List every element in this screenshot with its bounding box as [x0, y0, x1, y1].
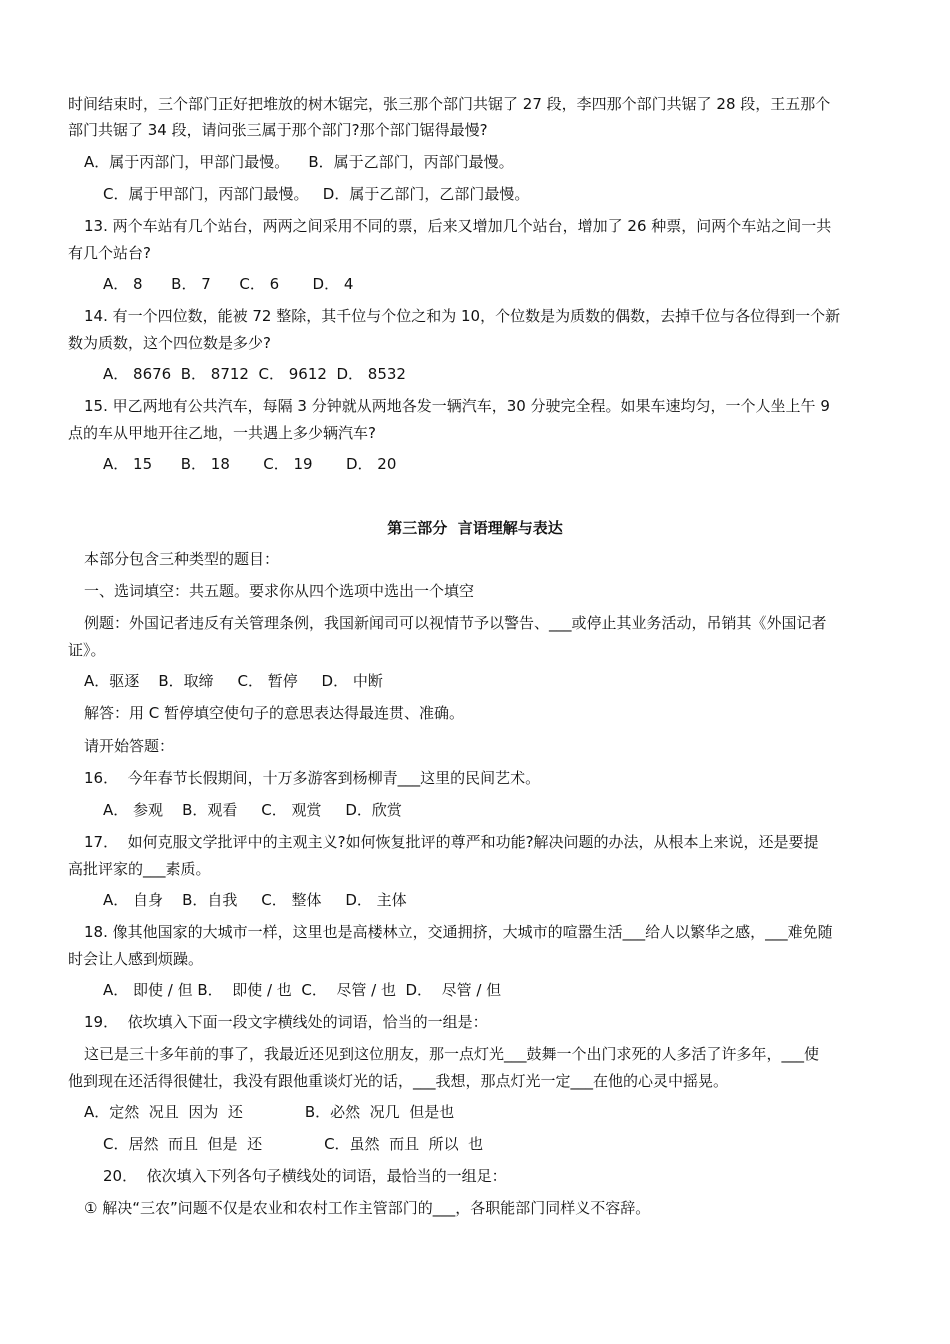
text-line: 一、选词填空：共五题。要求你从四个选项中选出一个填空	[84, 582, 475, 600]
text-line: 证》。	[68, 641, 106, 659]
option-line: A．驱逐 B．取缔 C． 暂停 D． 中断	[84, 672, 383, 690]
text-line: 部门共锯了 34 段，请问张三属于那个部门?那个部门锯得最慢?	[68, 121, 488, 139]
text-line: 点的车从甲地开往乙地，一共遇上多少辆汽车?	[68, 424, 376, 442]
example-line: 例题：外国记者违反有关管理条例，我国新闻司可以视情节予以警告、___或停止其业务活动，吊销其《外国记者	[84, 614, 827, 632]
option-line: A． 8 B． 7 C． 6 D． 4	[103, 275, 354, 293]
question-17: 17． 如何克服文学批评中的主观主义?如何恢复批评的尊严和功能?解决问题的办法，从根本上来说，还是要提	[84, 833, 819, 851]
text-line: ① 解决“三农”问题不仅是农业和农村工作主管部门的___，各职能部门同样义不容辞。	[84, 1199, 651, 1217]
option-line: A． 即使 / 但 B． 即使 / 也 C． 尽管 / 也 D． 尽管 / 但	[103, 981, 502, 999]
text-line: 本部分包含三种类型的题目：	[84, 550, 280, 568]
text-line: 高批评家的___素质。	[68, 860, 211, 878]
option-line: A．定然 况且 因为 还 B．必然 况几 但是也	[84, 1103, 455, 1121]
question-16: 16． 今年春节长假期间，十万多游客到杨柳青___这里的民间艺术。	[84, 769, 541, 787]
option-line: A． 8676 B． 8712 C． 9612 D． 8532	[103, 365, 406, 383]
text-line: 数为质数，这个四位数是多少?	[68, 334, 271, 352]
question-18: 18. 像其他国家的大城市一样，这里也是高楼林立，交通拥挤，大城市的喧嚣生活___给人以繁华之感，___难免随	[84, 923, 833, 941]
option-line: C．属于甲部门，丙部门最慢。 D．属于乙部门，乙部门最慢。	[103, 185, 530, 203]
text-line: 这已是三十多年前的事了，我最近还见到这位朋友，那一点灯光___鼓舞一个出门求死的人多活了许多年，___使	[84, 1045, 820, 1063]
question-14: 14. 有一个四位数，能被 72 整除，其千位与个位之和为 10，个位数是为质数的偶数，去掉千位与各位得到一个新	[84, 307, 841, 325]
question-19: 19． 依坎填入下面一段文字横线处的词语，恰当的一组是：	[84, 1013, 488, 1031]
question-13: 13. 两个车站有几个站台，两两之间采用不同的票，后来又增加几个站台，增加了 26 种票，问两个车站之间一共	[84, 217, 832, 235]
text-line: 时间结束时，三个部门正好把堆放的树木锯完，张三那个部门共锯了 27 段，李四那个部门共锯了 28 段，王五那个	[68, 95, 831, 113]
answer-line: 解答：用 C 暂停填空使句子的意思表达得最连贯、准确。	[84, 704, 465, 722]
question-20: 20． 依次填入下列各句子横线处的词语，最恰当的一组足：	[103, 1167, 507, 1185]
question-15: 15. 甲乙两地有公共汽车，每隔 3 分钟就从两地各发一辆汽车，30 分驶完全程。如果车速均匀，一个人坐上午 9	[84, 397, 830, 415]
option-line: A． 15 B． 18 C． 19 D． 20	[103, 455, 397, 473]
option-line: A．属于丙部门，甲部门最慢。 B．属于乙部门，丙部门最慢。	[84, 153, 514, 171]
text-line: 时会让人感到烦躁。	[68, 950, 204, 968]
text-line: 请开始答题：	[84, 737, 175, 755]
text-line: 有几个站台?	[68, 244, 151, 262]
option-line: A． 参观 B．观看 C． 观赏 D．欣赏	[103, 801, 402, 819]
option-line: A． 自身 B．自我 C． 整体 D． 主体	[103, 891, 407, 909]
section-title: 第三部分 言语理解与表达	[387, 519, 563, 537]
text-line: 他到现在还活得很健壮，我没有跟他重谈灯光的话，___我想，那点灯光一定___在他的心灵中摇晃。	[68, 1072, 729, 1090]
option-line: C．居然 而且 但是 还 C．虽然 而且 所以 也	[103, 1135, 484, 1153]
